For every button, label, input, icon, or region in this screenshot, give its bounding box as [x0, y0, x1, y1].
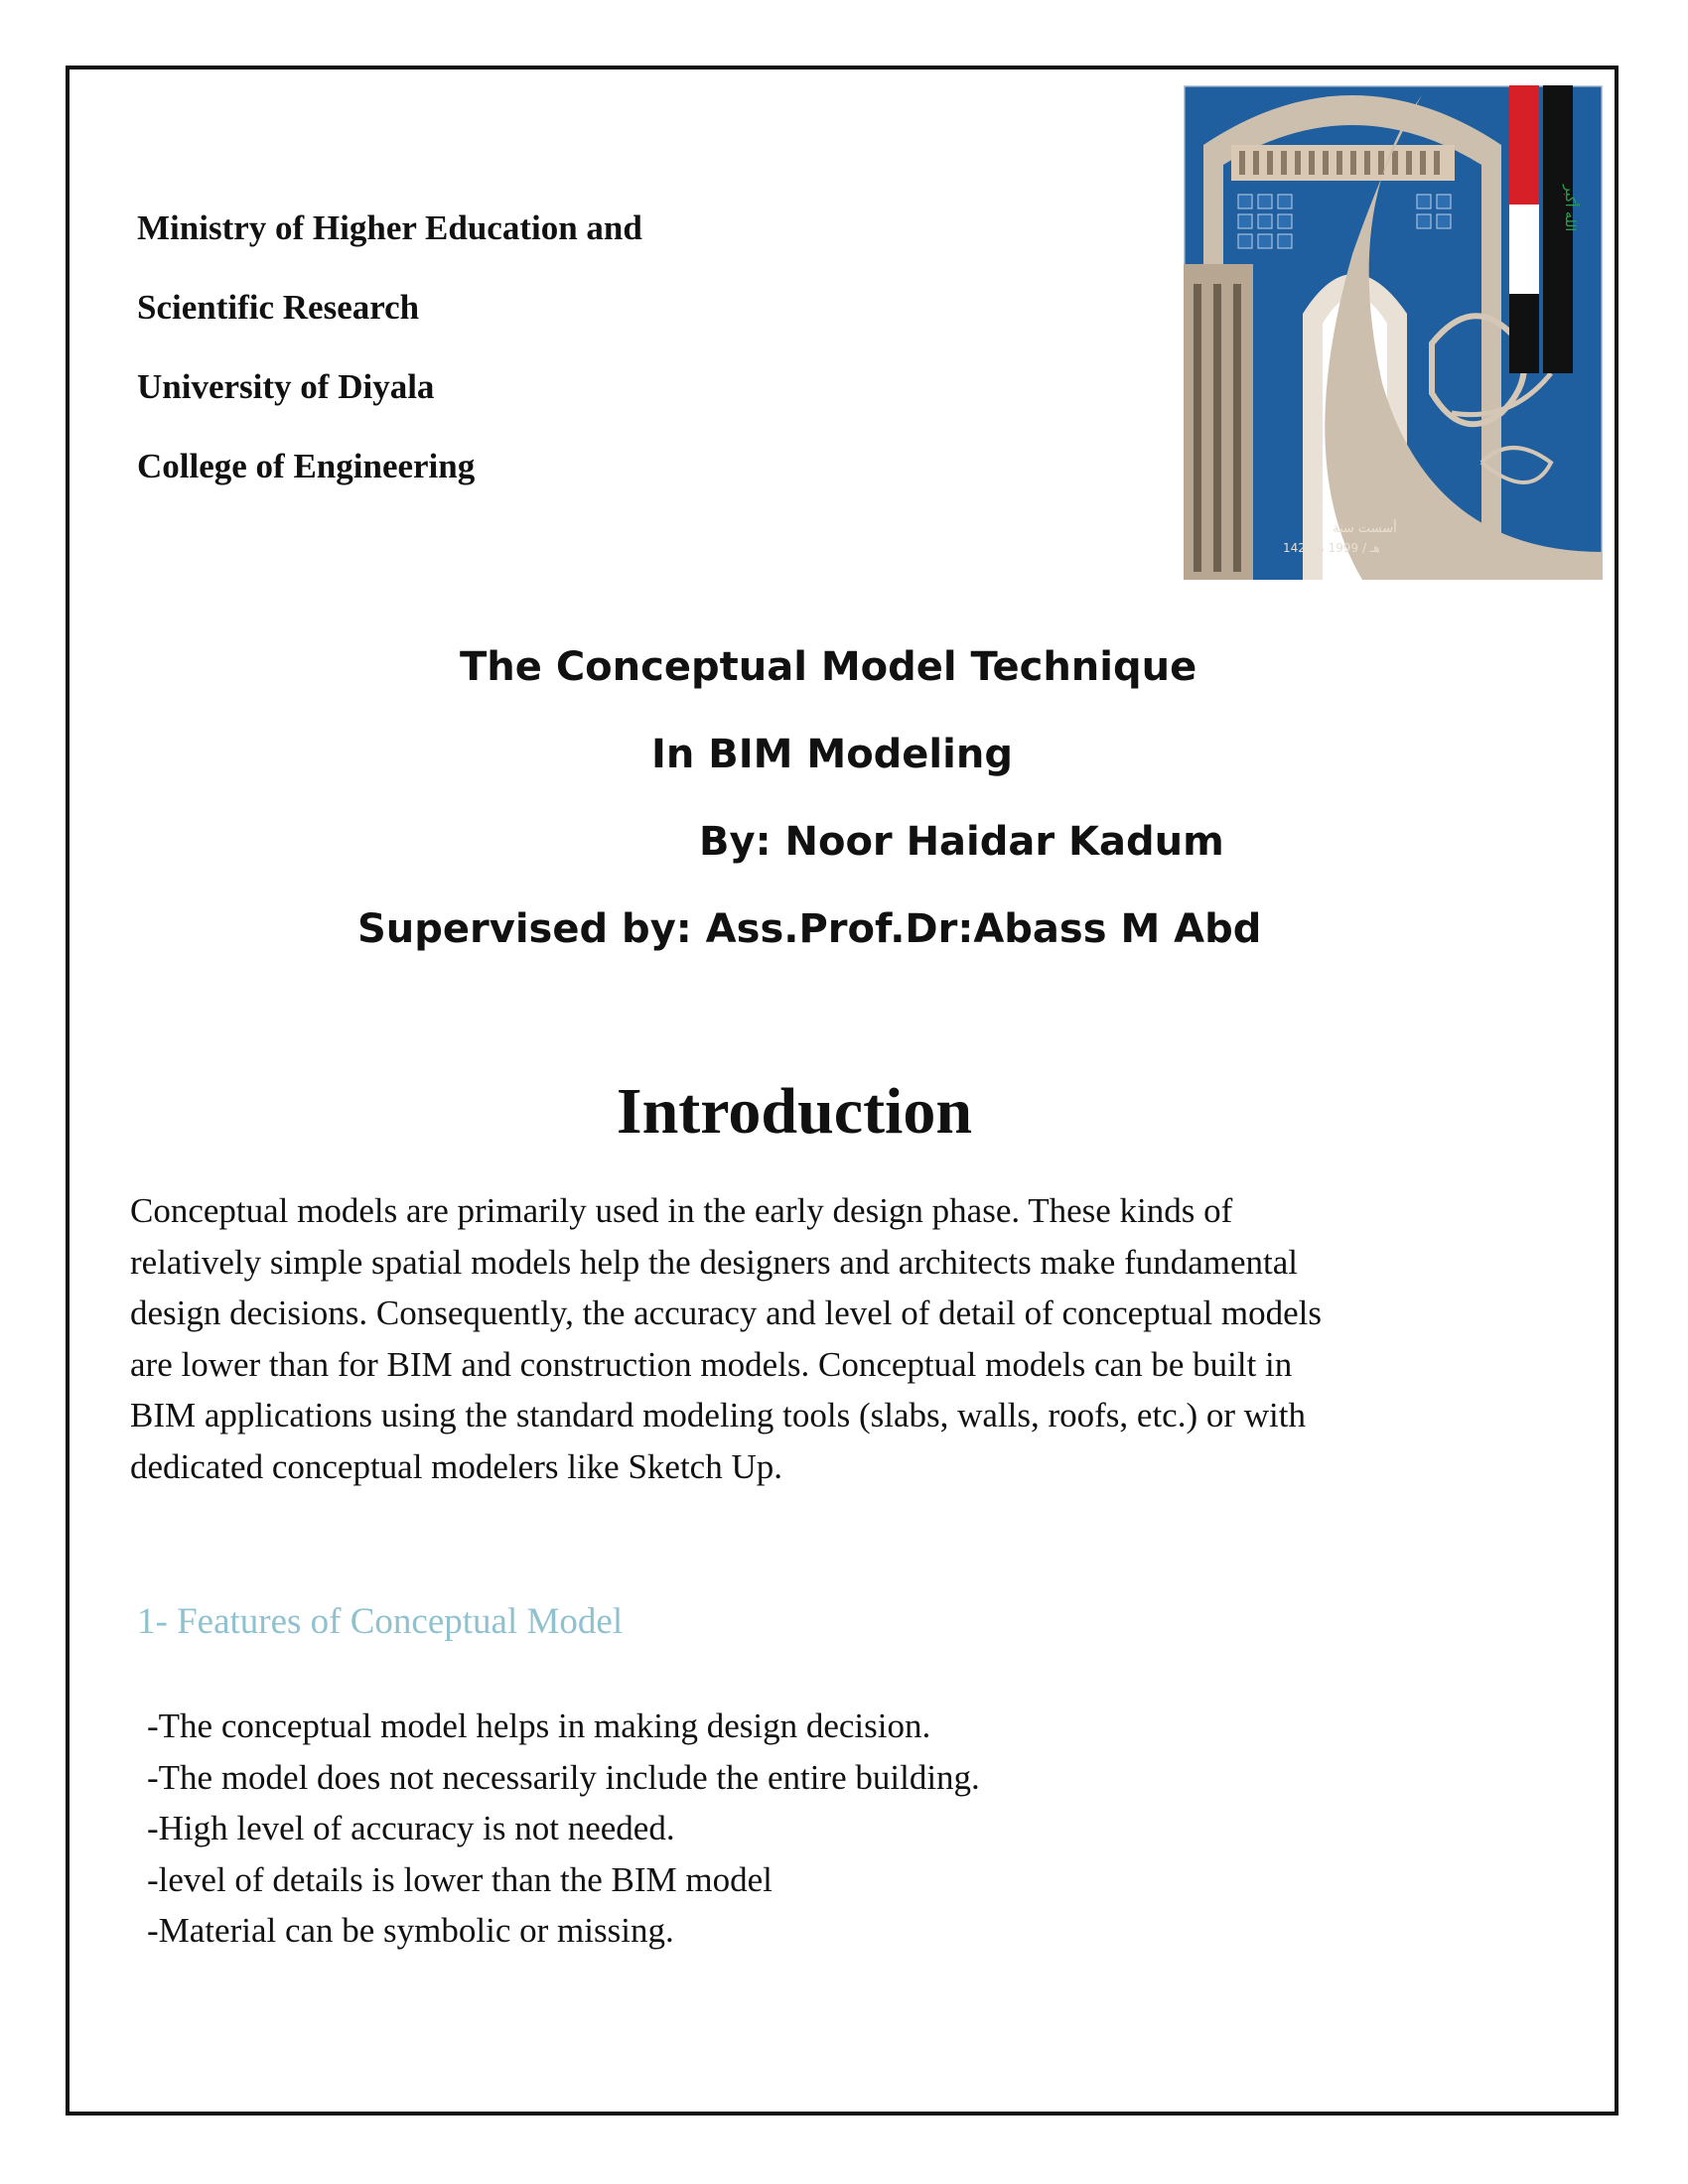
introduction-heading-text: Introduction [616, 1075, 973, 1148]
header-line-college: College of Engineering [137, 447, 476, 485]
list-item: -level of details is lower than the BIM model [147, 1859, 773, 1899]
title-line-1: The Conceptual Model Technique [460, 644, 1197, 690]
svg-text:1420 هـ / 1999 م: 1420 هـ / 1999 م [1283, 541, 1380, 555]
list-item: -The conceptual model helps in making design decision. [147, 1706, 931, 1745]
header-line-university: University of Diyala [137, 367, 435, 406]
introduction-paragraph [130, 1185, 1480, 1492]
paragraph-line: Conceptual models are primarily used in the early design phase. These kinds of [130, 1191, 1233, 1230]
introduction-heading [0, 1074, 1589, 1150]
header-line-ministry: Ministry of Higher Education and [137, 208, 642, 247]
author-line: By: Noor Haidar Kadum [699, 819, 1224, 865]
paragraph-line: are lower than for BIM and construction models. Conceptual models can be built in [130, 1344, 1293, 1384]
header-line-research: Scientific Research [137, 288, 420, 327]
section-heading-features: 1- Features of Conceptual Model [137, 1601, 624, 1642]
list-item: -The model does not necessarily include the entire building. [147, 1757, 980, 1797]
supervisor-line: Supervised by: Ass.Prof.Dr:Abass M Abd [357, 906, 1262, 952]
features-list [147, 1701, 980, 1957]
paragraph-line: BIM applications using the standard modeling tools (slabs, walls, roofs, etc.) or with [130, 1396, 1306, 1434]
svg-text:الله أكبر: الله أكبر [1562, 185, 1578, 232]
svg-text:أسست سنة: أسست سنة [1333, 521, 1397, 536]
university-emblem-icon [1184, 85, 1603, 580]
list-item: -High level of accuracy is not needed. [147, 1809, 675, 1847]
paragraph-line: design decisions. Consequently, the accuracy and level of detail of conceptual models [130, 1294, 1322, 1332]
paragraph-line: relatively simple spatial models help the designers and architects make fundamental [130, 1242, 1299, 1282]
title-line-2: In BIM Modeling [651, 732, 1013, 777]
institution-header [137, 189, 642, 506]
paragraph-line: dedicated conceptual modelers like Sketch Up. [130, 1446, 782, 1486]
list-item: -Material can be symbolic or missing. [147, 1911, 674, 1950]
